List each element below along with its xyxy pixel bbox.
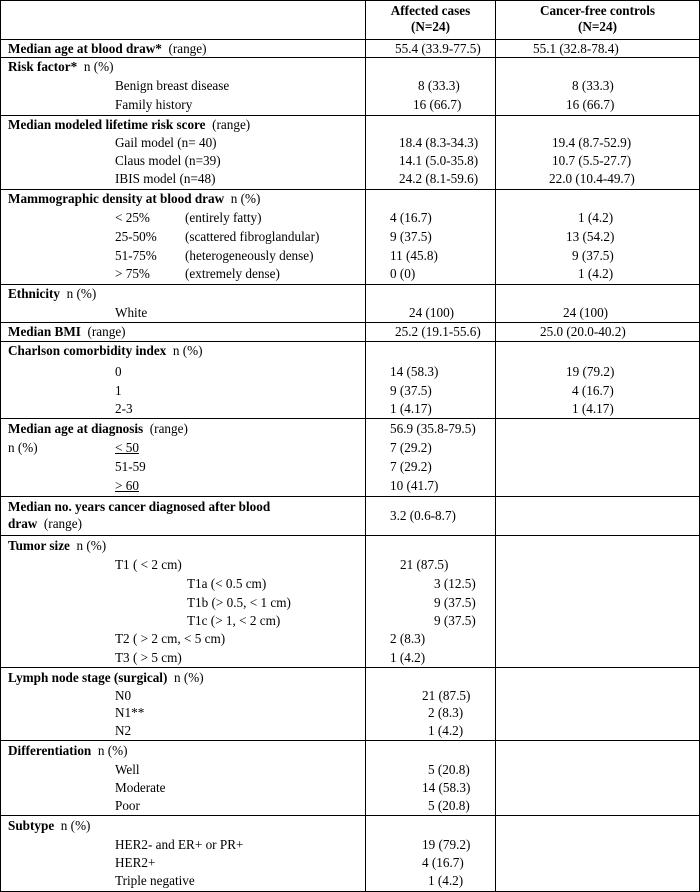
row-divider [0,418,700,419]
row-sublabel: T2 ( > 2 cm, < 5 cm) [115,631,226,646]
row-divider [0,39,700,40]
table-border-left [0,0,1,892]
row-label-age-diagnosis: Median age at diagnosis (range) [8,421,188,436]
cell-affected: 3.2 (0.6-8.7) [390,508,456,523]
row-label-subtype: Subtype n (%) [8,818,91,833]
row-divider [0,322,700,323]
row-sublabel: < 50 [115,440,139,455]
cell-affected: 2 (8.3) [428,705,464,720]
cell-control: 24 (100) [563,305,609,320]
cell-affected: 1 (4.17) [390,401,432,416]
row-label-age-blood-draw: Median age at blood draw* (range) [8,41,207,56]
column-divider-1 [365,0,366,892]
cell-affected: 1 (4.2) [428,873,464,888]
cell-affected: 55.4 (33.9-77.5) [395,41,481,56]
cell-affected: 4 (16.7) [422,855,464,870]
row-sublabel: T1b (> 0.5, < 1 cm) [187,595,291,610]
row-sublabel: IBIS model (n=48) [115,171,216,186]
cell-affected: 11 (45.8) [390,248,438,263]
cell-control: 55.1 (32.8-78.4) [533,41,619,56]
cell-affected: 14 (58.3) [422,780,471,795]
row-sublabel: Claus model (n=39) [115,153,221,168]
row-label-lymph-node: Lymph node stage (surgical) n (%) [8,670,204,685]
density-description: (entirely fatty) [185,210,262,225]
cell-affected: 9 (37.5) [390,383,432,398]
cell-affected: 2 (8.3) [390,631,426,646]
cell-affected: 8 (33.3) [418,78,460,93]
row-sublabel: Well [115,762,140,777]
row-divider [0,115,700,116]
cell-control: 4 (16.7) [572,383,614,398]
row-label-risk-factor: Risk factor* n (%) [8,59,114,74]
cell-control: 10.7 (5.5-27.7) [552,153,632,168]
cell-control: 25.0 (20.0-40.2) [540,324,626,339]
cell-affected: 9 (37.5) [434,595,476,610]
row-sublabel: T1a (< 0.5 cm) [187,576,267,591]
cell-affected: 18.4 (8.3-34.3) [399,135,479,150]
row-sublabel: Moderate [115,780,166,795]
cell-affected: 24 (100) [409,305,455,320]
row-sublabel: Triple negative [115,873,195,888]
cell-affected: 9 (37.5) [390,229,432,244]
cell-affected: 21 (87.5) [422,688,471,703]
density-range: 25-50% [115,229,157,244]
cell-affected: 5 (20.8) [428,798,470,813]
density-description: (heterogeneously dense) [185,248,314,263]
cell-control: 19 (79.2) [566,364,615,379]
row-sublabel-n-percent: n (%) [8,440,38,455]
density-range: 51-75% [115,248,157,263]
row-sublabel: White [115,305,148,320]
row-sublabel: N0 [115,688,132,703]
row-sublabel: T3 ( > 5 cm) [115,650,182,665]
column-divider-2 [495,0,496,892]
cell-affected: 7 (29.2) [390,440,432,455]
row-label-years-after-draw: Median no. years cancer diagnosed after blood [8,499,271,514]
cell-affected: 19 (79.2) [422,837,471,852]
density-range: > 75% [115,266,150,281]
cell-affected: 14.1 (5.0-35.8) [399,153,479,168]
row-sublabel: 0 [115,364,122,379]
row-label-modeled-risk: Median modeled lifetime risk score (range) [8,117,251,132]
row-sublabel: 51-59 [115,459,146,474]
row-label-ethnicity: Ethnicity n (%) [8,286,97,301]
row-sublabel: HER2- and ER+ or PR+ [115,837,244,852]
row-divider [0,535,700,536]
cell-control: 13 (54.2) [566,229,615,244]
row-label-years-after-draw-cont: draw (range) [8,516,82,531]
cell-control: 16 (66.7) [566,97,615,112]
row-divider [0,341,700,342]
cell-affected: 21 (87.5) [400,557,449,572]
row-divider [0,189,700,190]
cell-affected: 1 (4.2) [428,723,464,738]
cell-affected: 7 (29.2) [390,459,432,474]
cell-affected: 56.9 (35.8-79.5) [390,421,476,436]
header-cancer-free-controls: Cancer-free controls (N=24) [539,3,656,34]
cell-affected: 24.2 (8.1-59.6) [399,171,479,186]
row-label-charlson: Charlson comorbidity index n (%) [8,343,203,358]
row-label-tumor-size: Tumor size n (%) [8,538,107,553]
row-sublabel: HER2+ [115,855,156,870]
row-divider [0,57,700,58]
row-label-bmi: Median BMI (range) [8,324,126,339]
row-sublabel: 1 [115,383,122,398]
row-sublabel: T1 ( < 2 cm) [115,557,182,572]
header-affected-cases: Affected cases (N=24) [390,3,471,34]
cell-affected: 0 (0) [390,266,416,281]
cell-control: 1 (4.2) [578,210,614,225]
row-divider [0,284,700,285]
density-description: (scattered fibroglandular) [185,229,320,244]
row-sublabel: 2-3 [115,401,133,416]
cell-affected: 25.2 (19.1-55.6) [395,324,481,339]
row-divider [0,0,700,1]
cell-affected: 1 (4.2) [390,650,426,665]
row-sublabel: N2 [115,723,132,738]
cell-affected: 5 (20.8) [428,762,470,777]
row-label-mammographic-density: Mammographic density at blood draw n (%) [8,191,261,206]
row-sublabel: Poor [115,798,140,813]
cell-affected: 16 (66.7) [413,97,462,112]
cell-control: 9 (37.5) [572,248,614,263]
row-sublabel: N1** [115,705,145,720]
row-sublabel: Benign breast disease [115,78,230,93]
cell-control: 19.4 (8.7-52.9) [552,135,632,150]
row-sublabel: Gail model (n= 40) [115,135,217,150]
cell-control: 22.0 (10.4-49.7) [549,171,635,186]
row-sublabel: T1c (> 1, < 2 cm) [187,613,281,628]
row-divider [0,815,700,816]
density-description: (extremely dense) [185,266,280,281]
cell-affected: 14 (58.3) [390,364,439,379]
row-divider [0,496,700,497]
cell-affected: 9 (37.5) [434,613,476,628]
density-range: < 25% [115,210,150,225]
cell-control: 1 (4.17) [572,401,614,416]
cell-affected: 10 (41.7) [390,478,439,493]
row-divider [0,740,700,741]
row-divider [0,667,700,668]
cell-affected: 4 (16.7) [390,210,432,225]
cell-control: 8 (33.3) [572,78,614,93]
cell-control: 1 (4.2) [578,266,614,281]
row-sublabel: > 60 [115,478,139,493]
row-sublabel: Family history [115,97,193,112]
row-label-differentiation: Differentiation n (%) [8,743,128,758]
cell-affected: 3 (12.5) [434,576,476,591]
